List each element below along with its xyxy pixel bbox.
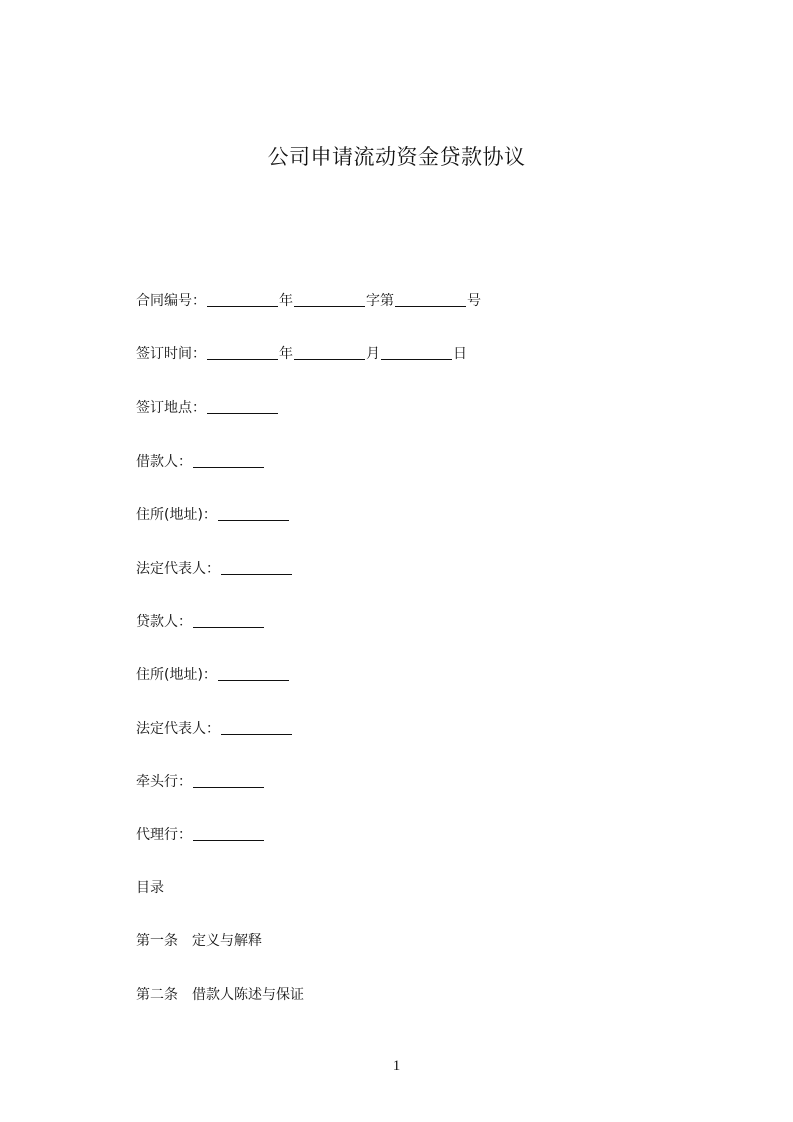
lender-address-line xyxy=(136,665,290,685)
lender-address-label: 住所(地址)： xyxy=(136,667,217,683)
agent-bank-line xyxy=(136,825,265,845)
lead-bank-blank[interactable] xyxy=(193,773,264,788)
sign-year-blank[interactable] xyxy=(207,345,278,360)
borrower-blank[interactable] xyxy=(193,453,264,468)
borrower-rep-blank[interactable] xyxy=(221,560,292,575)
toc-item-number: 第一条 xyxy=(136,933,178,949)
contract-number-blank[interactable] xyxy=(395,292,466,307)
borrower-rep-label: 法定代表人： xyxy=(136,561,220,577)
sign-day-blank[interactable] xyxy=(381,345,452,360)
borrower-address-line xyxy=(136,505,290,525)
borrower-rep-line xyxy=(136,559,293,579)
toc-item[interactable] xyxy=(136,931,262,951)
borrower-line xyxy=(136,452,265,472)
toc-item-number: 第二条 xyxy=(136,987,178,1003)
contract-char-blank[interactable] xyxy=(294,292,365,307)
borrower-address-blank[interactable] xyxy=(218,506,289,521)
sign-day-suffix: 日 xyxy=(453,346,467,362)
contract-number-suffix: 号 xyxy=(467,293,481,309)
lead-bank-line xyxy=(136,772,265,792)
contract-number-line xyxy=(136,291,481,311)
sign-month-blank[interactable] xyxy=(294,345,365,360)
toc-item-title: 借款人陈述与保证 xyxy=(192,987,304,1003)
sign-place-label: 签订地点： xyxy=(136,400,206,416)
borrower-label: 借款人： xyxy=(136,454,192,470)
lead-bank-label: 牵头行： xyxy=(136,774,192,790)
sign-date-line xyxy=(136,344,467,364)
agent-bank-blank[interactable] xyxy=(193,826,264,841)
page-number: 1 xyxy=(392,1058,401,1074)
sign-place-blank[interactable] xyxy=(207,399,278,414)
lender-blank[interactable] xyxy=(193,613,264,628)
agent-bank-label: 代理行： xyxy=(136,827,192,843)
lender-rep-blank[interactable] xyxy=(221,720,292,735)
lender-label: 贷款人： xyxy=(136,614,192,630)
lender-line xyxy=(136,612,265,632)
contract-year-blank[interactable] xyxy=(207,292,278,307)
toc-item[interactable] xyxy=(136,985,304,1005)
toc-heading: 目录 xyxy=(136,880,164,896)
lender-rep-line xyxy=(136,719,293,739)
lender-address-blank[interactable] xyxy=(218,666,289,681)
sign-date-label: 签订时间： xyxy=(136,346,206,362)
sign-place-line xyxy=(136,398,279,418)
borrower-address-label: 住所(地址)： xyxy=(136,507,217,523)
contract-char-suffix: 字第 xyxy=(366,293,394,309)
toc-item-title: 定义与解释 xyxy=(192,933,262,949)
sign-year-suffix: 年 xyxy=(279,346,293,362)
contract-year-suffix: 年 xyxy=(279,293,293,309)
lender-rep-label: 法定代表人： xyxy=(136,721,220,737)
contract-number-label: 合同编号： xyxy=(136,293,206,309)
sign-month-suffix: 月 xyxy=(366,346,380,362)
document-title: 公司申请流动资金贷款协议 xyxy=(267,145,526,169)
